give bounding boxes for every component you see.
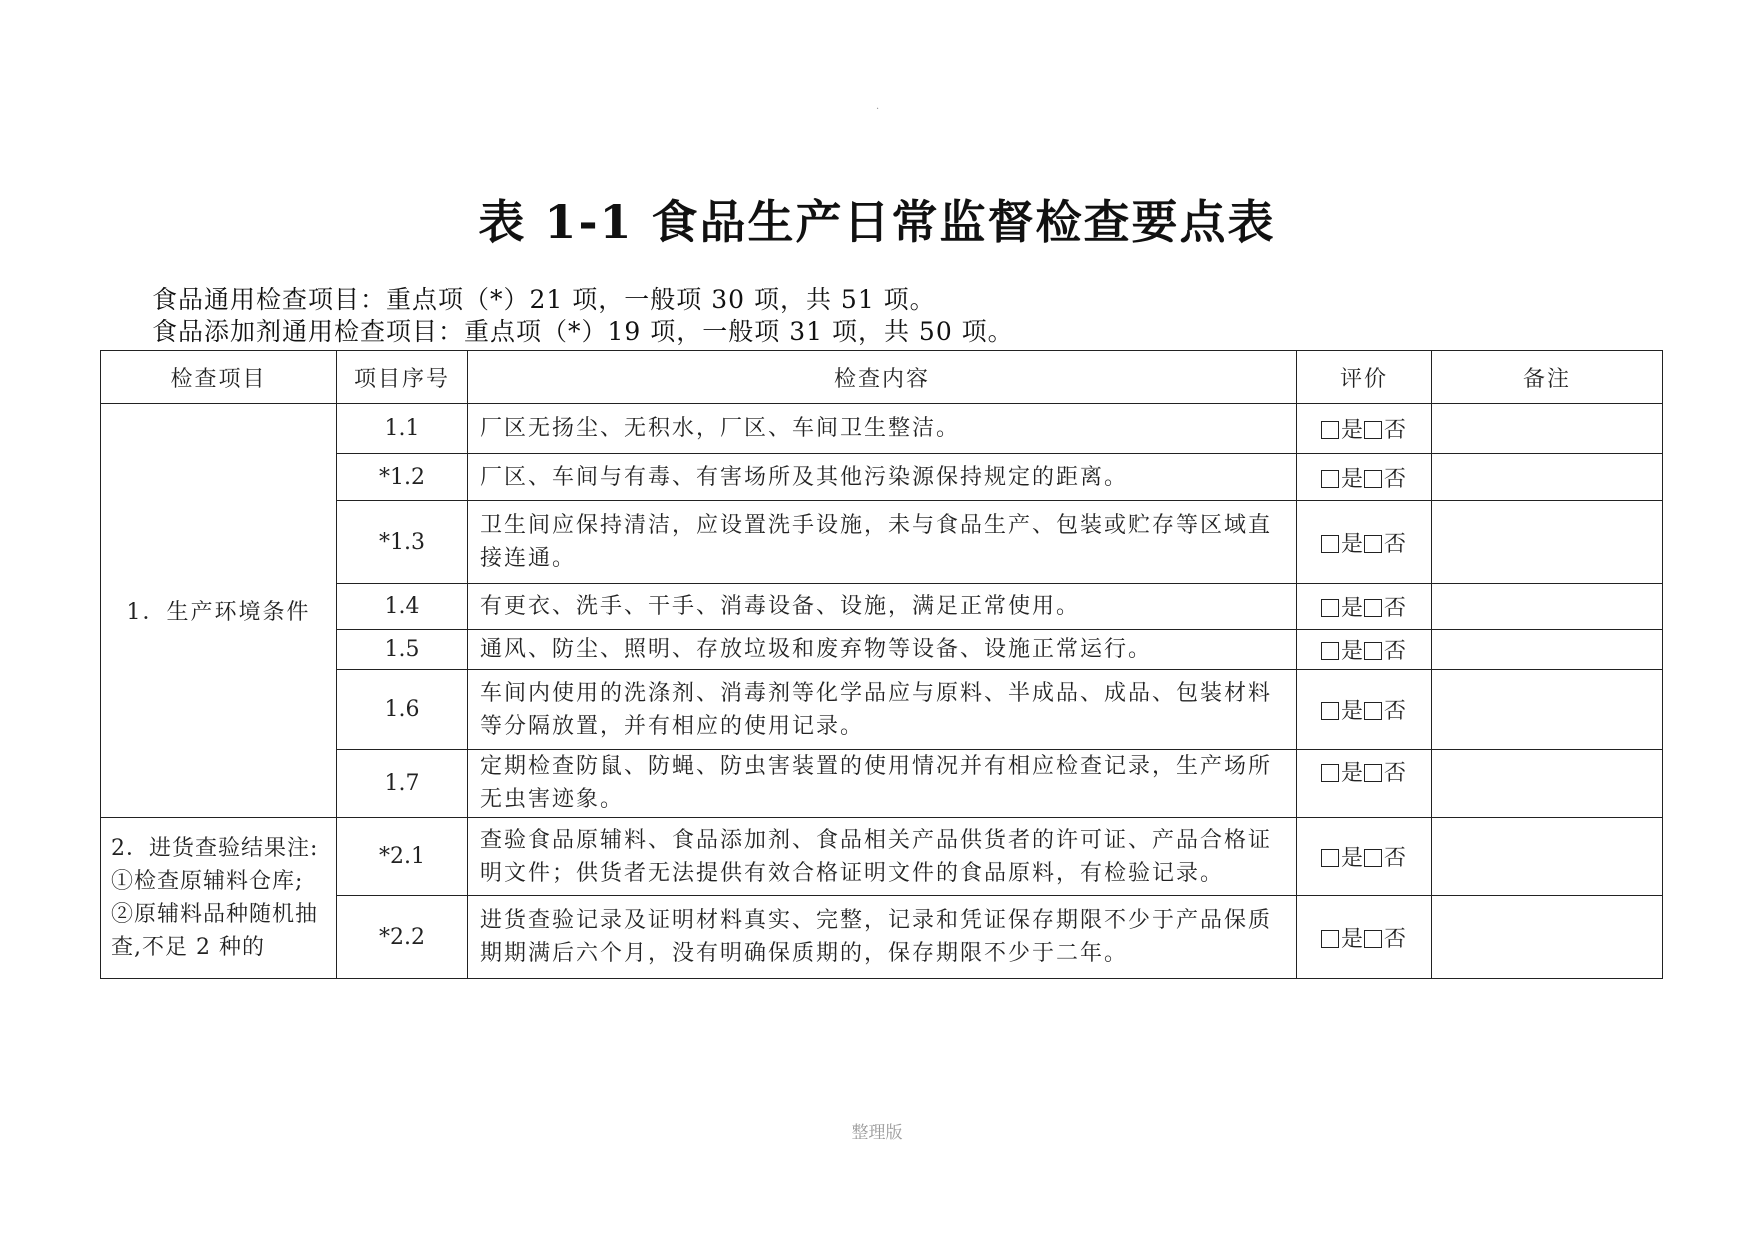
item-number: 1.1	[337, 404, 468, 454]
table-header-row	[101, 351, 1663, 404]
item-content: 卫生间应保持清洁，应设置洗手设施，未与食品生产、包装或贮存等区域直接连通。	[468, 501, 1297, 584]
summary-additive-items: 食品添加剂通用检查项目：重点项（*）19 项，一般项 31 项，共 50 项。	[152, 317, 1014, 346]
evaluation-options	[1297, 584, 1432, 630]
no-checkbox[interactable]	[1364, 599, 1382, 617]
yes-checkbox[interactable]	[1321, 535, 1339, 553]
no-label: 否	[1384, 639, 1408, 664]
no-checkbox[interactable]	[1364, 764, 1382, 782]
item-number: 1.5	[337, 630, 468, 670]
yes-label: 是	[1340, 926, 1364, 952]
item-number: *2.2	[337, 896, 468, 979]
no-label: 否	[1384, 531, 1408, 557]
remark-cell[interactable]	[1432, 670, 1663, 750]
item-number: 1.7	[337, 750, 468, 818]
no-checkbox[interactable]	[1364, 849, 1382, 867]
item-content: 查验食品原辅料、食品添加剂、食品相关产品供货者的许可证、产品合格证明文件；供货者无法提供有效合格证明文件的食品原料，有检验记录。	[468, 818, 1297, 896]
yes-checkbox[interactable]	[1321, 421, 1339, 439]
yes-label: 是	[1340, 639, 1364, 664]
yes-label: 是	[1340, 418, 1364, 443]
header-remarks: 备注	[1432, 351, 1663, 404]
header-evaluation: 评价	[1297, 351, 1432, 404]
no-checkbox[interactable]	[1364, 470, 1382, 488]
item-content: 厂区无扬尘、无积水，厂区、车间卫生整洁。	[468, 404, 1297, 454]
remark-cell[interactable]	[1432, 404, 1663, 454]
no-checkbox[interactable]	[1364, 642, 1382, 660]
remark-cell[interactable]	[1432, 454, 1663, 501]
header-item-number: 项目序号	[337, 351, 468, 404]
yes-label: 是	[1340, 846, 1364, 871]
footer-watermark: 整理版	[851, 1123, 903, 1143]
category-production-environment: 1．生产环境条件	[101, 404, 337, 818]
yes-checkbox[interactable]	[1321, 642, 1339, 660]
no-label: 否	[1384, 846, 1408, 871]
no-label: 否	[1384, 699, 1408, 724]
page-top-mark: ·	[876, 104, 880, 115]
no-checkbox[interactable]	[1364, 535, 1382, 553]
remark-cell[interactable]	[1432, 630, 1663, 670]
yes-checkbox[interactable]	[1321, 470, 1339, 488]
category-incoming-inspection: 2．进货查验结果注: ①检查原辅料仓库; ②原辅料品种随机抽查,不足 2 种的	[101, 818, 337, 979]
item-number: 1.6	[337, 670, 468, 750]
yes-checkbox[interactable]	[1321, 849, 1339, 867]
item-content: 进货查验记录及证明材料真实、完整，记录和凭证保存期限不少于产品保质期期满后六个月，没有明确保质期的，保存期限不少于二年。	[468, 896, 1297, 979]
item-number: *1.3	[337, 501, 468, 584]
evaluation-options	[1297, 454, 1432, 501]
evaluation-options	[1297, 818, 1432, 896]
evaluation-options	[1297, 404, 1432, 454]
evaluation-options	[1297, 750, 1432, 818]
no-label: 否	[1384, 761, 1408, 786]
evaluation-options	[1297, 670, 1432, 750]
yes-checkbox[interactable]	[1321, 599, 1339, 617]
header-check-content: 检查内容	[468, 351, 1297, 404]
yes-checkbox[interactable]	[1321, 702, 1339, 720]
no-label: 否	[1384, 466, 1408, 492]
item-number: 1.4	[337, 584, 468, 630]
item-content: 有更衣、洗手、干手、消毒设备、设施，满足正常使用。	[468, 584, 1297, 630]
remark-cell[interactable]	[1432, 818, 1663, 896]
evaluation-options	[1297, 896, 1432, 979]
no-checkbox[interactable]	[1364, 421, 1382, 439]
yes-checkbox[interactable]	[1321, 764, 1339, 782]
item-number: *2.1	[337, 818, 468, 896]
item-content: 车间内使用的洗涤剂、消毒剂等化学品应与原料、半成品、成品、包装材料等分隔放置，并有相应的使用记录。	[468, 670, 1297, 750]
yes-checkbox[interactable]	[1321, 930, 1339, 948]
header-check-item: 检查项目	[101, 351, 337, 404]
yes-label: 是	[1340, 699, 1364, 724]
yes-label: 是	[1340, 531, 1364, 557]
yes-label: 是	[1340, 596, 1364, 621]
no-checkbox[interactable]	[1364, 702, 1382, 720]
item-content: 通风、防尘、照明、存放垃圾和废弃物等设备、设施正常运行。	[468, 630, 1297, 670]
remark-cell[interactable]	[1432, 750, 1663, 818]
table-row	[101, 404, 1663, 454]
summary-food-items: 食品通用检查项目：重点项（*）21 项，一般项 30 项，共 51 项。	[152, 285, 936, 314]
item-content: 厂区、车间与有毒、有害场所及其他污染源保持规定的距离。	[468, 454, 1297, 501]
item-number: *1.2	[337, 454, 468, 501]
remark-cell[interactable]	[1432, 501, 1663, 584]
yes-label: 是	[1340, 466, 1364, 492]
no-label: 否	[1384, 418, 1408, 443]
evaluation-options	[1297, 501, 1432, 584]
item-content: 定期检查防鼠、防蝇、防虫害装置的使用情况并有相应检查记录，生产场所无虫害迹象。	[468, 750, 1297, 818]
table-row	[101, 818, 1663, 896]
remark-cell[interactable]	[1432, 584, 1663, 630]
document-title: 表 1-1 食品生产日常监督检查要点表	[478, 195, 1276, 249]
remark-cell[interactable]	[1432, 896, 1663, 979]
inspection-checklist-table	[100, 350, 1663, 979]
no-label: 否	[1384, 926, 1408, 952]
evaluation-options	[1297, 630, 1432, 670]
no-checkbox[interactable]	[1364, 930, 1382, 948]
yes-label: 是	[1340, 761, 1364, 786]
no-label: 否	[1384, 596, 1408, 621]
